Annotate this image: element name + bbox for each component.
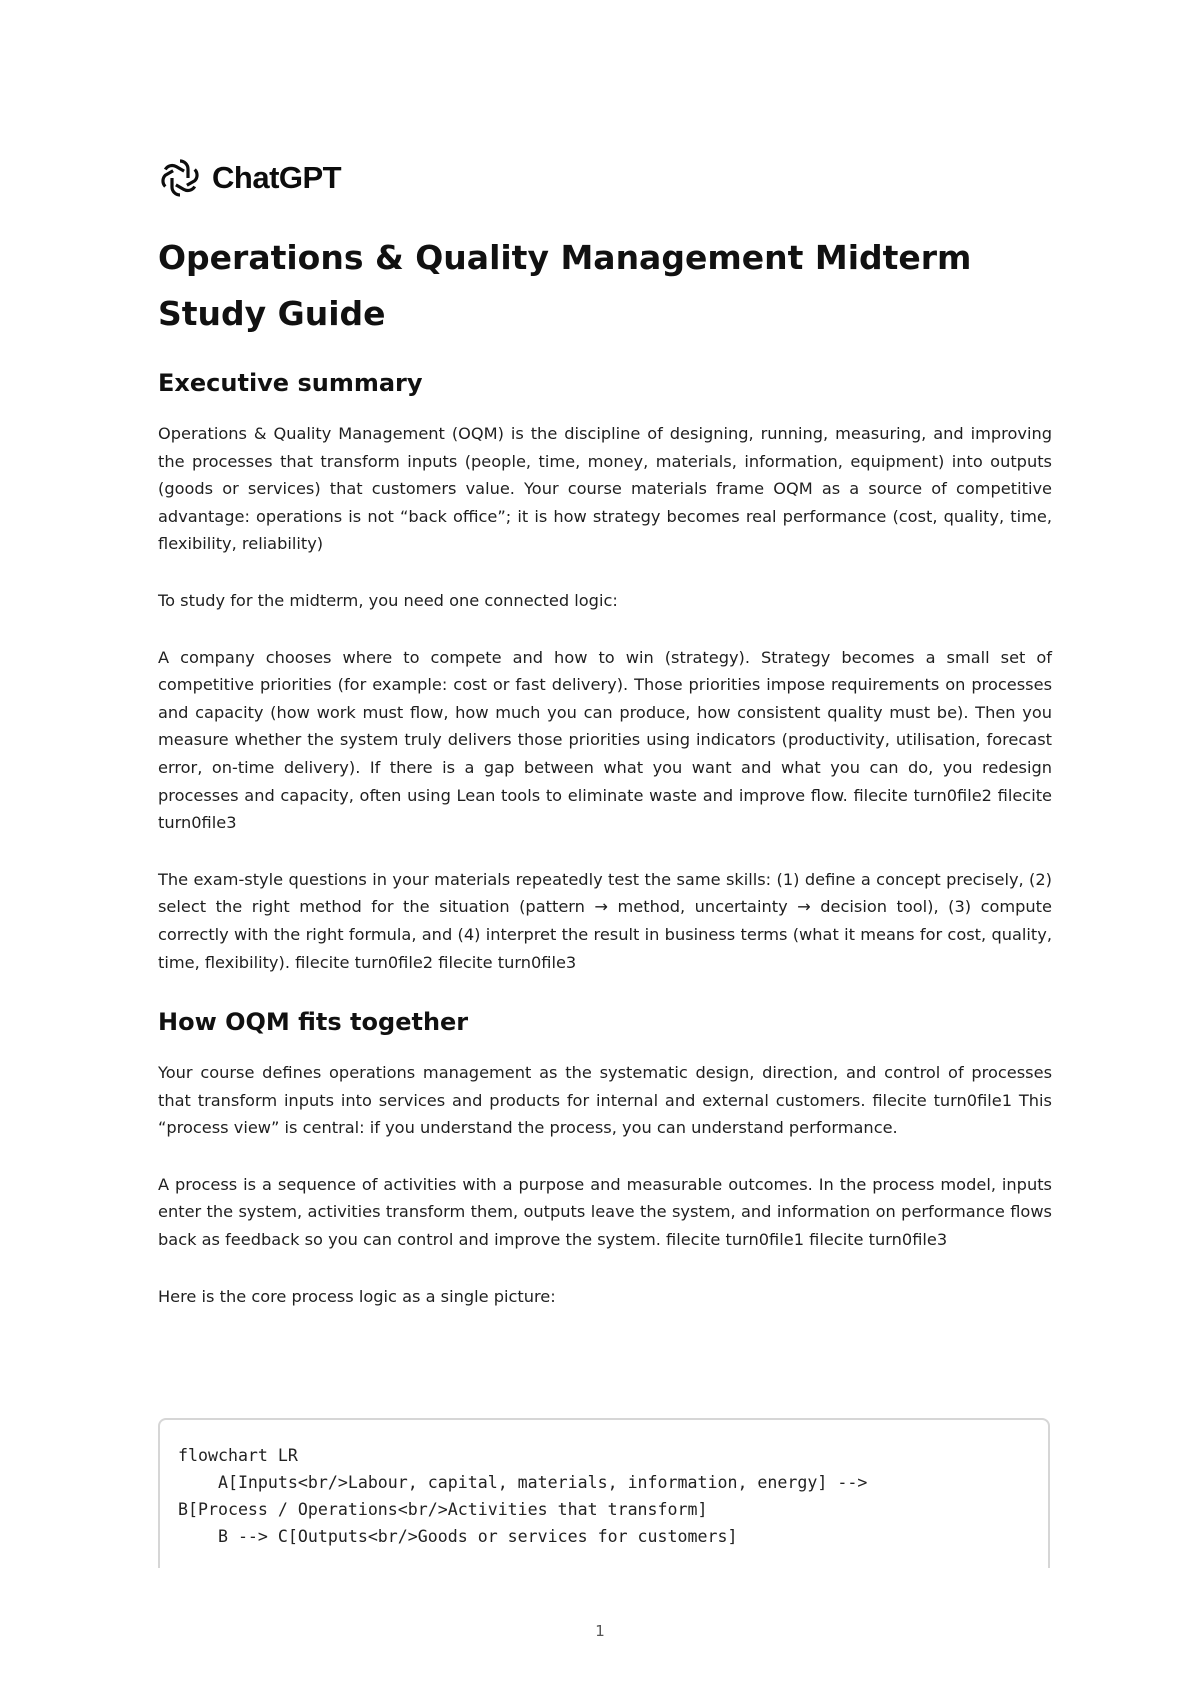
- brand-name: ChatGPT: [212, 160, 342, 195]
- code-line: B --> C[Outputs<br/>Goods or services for customers]: [178, 1527, 738, 1546]
- document-body: [158, 230, 1052, 1339]
- code-block: [158, 1418, 1050, 1568]
- openai-knot-icon: [158, 156, 202, 200]
- document-title: Operations & Quality Management Midterm Study Guide: [158, 238, 972, 333]
- section-heading-executive-summary: Executive summary: [158, 369, 423, 397]
- code-line: A[Inputs<br/>Labour, capital, materials, information, energy] -->: [178, 1473, 868, 1492]
- page-number: 1: [595, 1622, 605, 1640]
- brand-logo: [158, 156, 341, 200]
- paragraph: Here is the core process logic as a single picture:: [158, 1286, 556, 1306]
- paragraph: Operations & Quality Management (OQM) is the discipline of designing, running, measuring, and improving the processes that transform inputs (people, time, money, materials, information, equipment) into outputs (goods or services) that customers value. Your course materials frame OQM as a source of competitive advantage: operations is not “back office”; it is how strategy becomes real performance (cost, quality, time, flexibility, reliability): [158, 424, 1052, 554]
- code-line: flowchart LR: [178, 1446, 298, 1465]
- paragraph: To study for the midterm, you need one connected logic:: [158, 590, 618, 610]
- paragraph: A company chooses where to compete and how to win (strategy). Strategy becomes a small set of competitive priorities (for example: cost or fast delivery). Those priorities impose requirements on processes and capacity (how work must flow, how much you can produce, how consistent quality must be). Then you measure whether the system truly delivers those priorities using indicators (productivity, utilisation, forecast error, on-time delivery). If there is a gap between what you want and what you can do, you redesign processes and capacity, often using Lean tools to eliminate waste and improve flow. filecite turn0file2 filecite turn0file3: [158, 647, 1052, 833]
- code-line: B[Process / Operations<br/>Activities that transform]: [178, 1500, 708, 1519]
- section-heading-how-oqm-fits: How OQM fits together: [158, 1008, 469, 1037]
- paragraph: The exam-style questions in your materials repeatedly test the same skills: (1) define a concept precisely, (2) select the right method for the situation (pattern → method, uncertainty → decision tool), (3) compute correctly with the right formula, and (4) interpret the result in business terms (what it means for cost, quality, time, flexibility). filecite turn0file2 filecite turn0file3: [158, 869, 1052, 972]
- paragraph: Your course defines operations management as the systematic design, direction, and control of processes that transform inputs into services and products for internal and external customers. filecite turn0file1 This “process view” is central: if you understand the process, you can understand performance.: [158, 1063, 1052, 1138]
- paragraph: A process is a sequence of activities with a purpose and measurable outcomes. In the process model, inputs enter the system, activities transform them, outputs leave the system, and information on performance flows back as feedback so you can control and improve the system. filecite turn0file1 filecite turn0file3: [158, 1174, 1052, 1250]
